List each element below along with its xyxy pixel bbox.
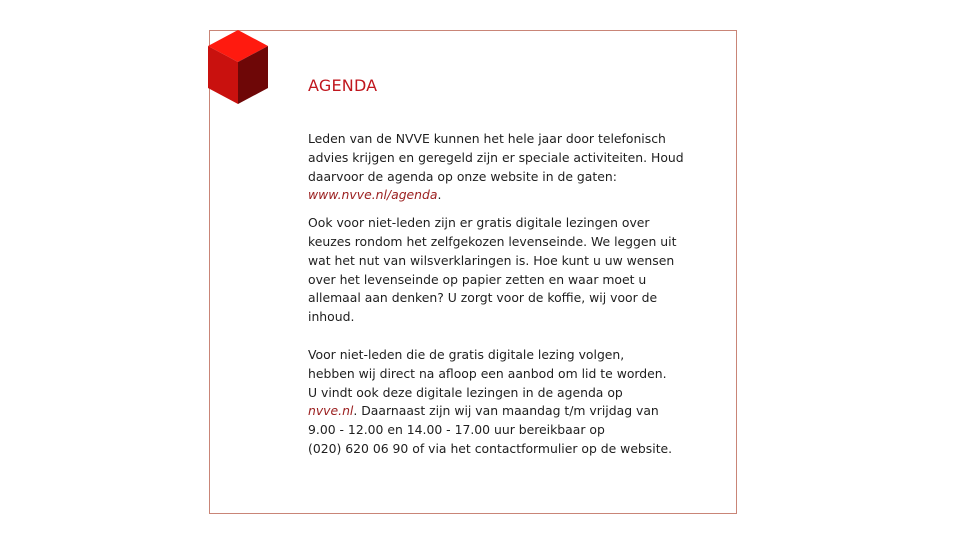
agenda-link[interactable]: www.nvve.nl/agenda — [308, 187, 438, 203]
opening-hours-line: 9.00 - 12.00 en 14.00 - 17.00 uur bereikbaar op — [308, 422, 605, 438]
link-line — [308, 402, 688, 421]
text-line: Ook voor niet-leden zijn er gratis digitale lezingen over — [308, 215, 650, 231]
text-line: keuzes rondom het zelfgekozen levenseinde. We leggen uit — [308, 233, 677, 249]
text-line: over het levenseinde op papier zetten en waar moet u — [308, 271, 647, 287]
red-cube-icon — [208, 30, 268, 104]
text-line: Leden van de NVVE kunnen het hele jaar door telefonisch — [308, 131, 666, 146]
text-line: advies krijgen en geregeld zijn er speciale activiteiten. Houd — [308, 149, 684, 165]
link-suffix: . — [437, 187, 442, 203]
text-line: U vindt ook deze digitale lezingen in de agenda op — [308, 384, 623, 400]
text-line: Voor niet-leden die de gratis digitale lezing volgen, — [308, 346, 625, 362]
nvve-link[interactable]: nvve.nl — [308, 403, 354, 419]
paragraph-contact — [308, 346, 688, 459]
text-line: inhoud. — [308, 309, 355, 325]
text-line: allemaal aan denken? U zorgt voor de koffie, wij voor de — [308, 290, 658, 306]
text-fragment: . Daarnaast zijn wij van maandag t/m vrijdag van — [353, 403, 659, 419]
text-line: daarvoor de agenda op onze website in de gaten: — [308, 168, 617, 184]
text-line: wat het nut van wilsverklaringen is. Hoe kunt u uw wensen — [308, 252, 675, 268]
text-line: hebben wij direct na afloop een aanbod om lid te worden. — [308, 365, 667, 381]
link-line — [308, 186, 688, 205]
phone-line: (020) 620 06 90 of via het contactformulier op de website. — [308, 440, 673, 456]
agenda-content — [308, 130, 688, 459]
paragraph-members — [308, 130, 688, 205]
paragraph-non-members — [308, 214, 688, 327]
page-title: AGENDA — [308, 76, 378, 95]
